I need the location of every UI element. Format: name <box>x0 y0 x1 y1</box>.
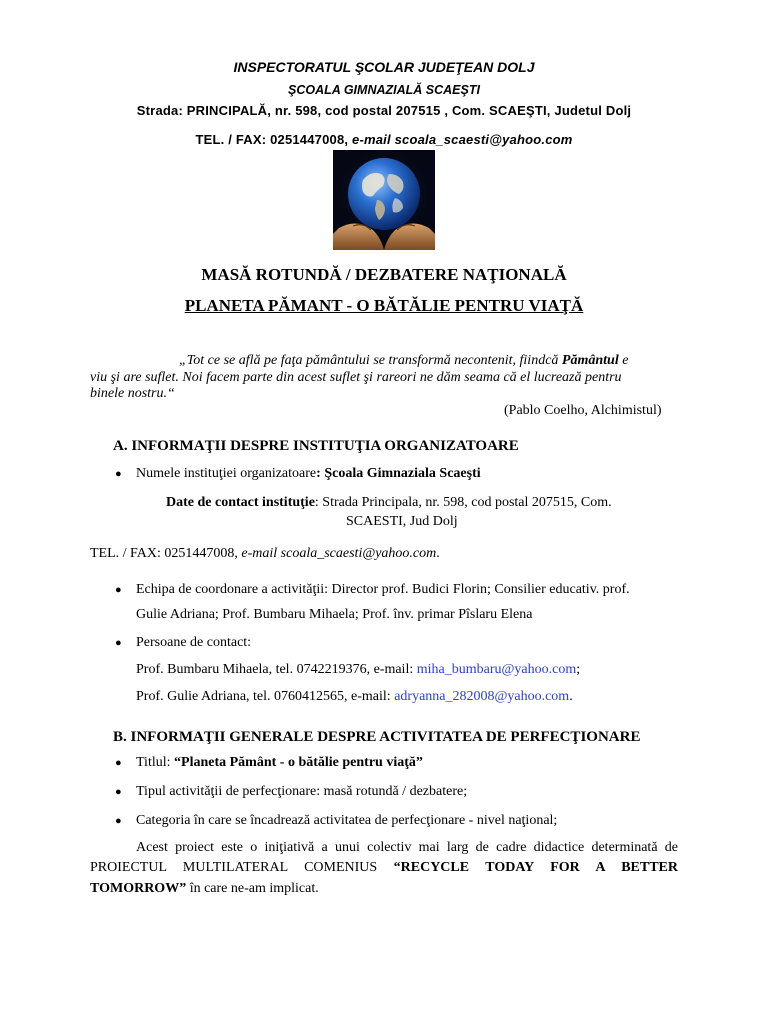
tel-fax: TEL. / FAX: 0251447008, <box>90 546 242 561</box>
globe-in-hands-icon <box>333 150 435 250</box>
institution-name: Şcoala Gimnaziala Scaeşti <box>320 466 481 481</box>
quote-text: „Tot ce se află pe faţa pământului se transformă necontenit, fiindcă <box>179 353 562 368</box>
contact-person-text: Prof. Bumbaru Mihaela, tel. 0742219376, e-mail: <box>136 662 417 677</box>
project-paragraph-line-1: Acest proiect este o iniţiativă a unui colectiv mai larg de cadre didactice determinată de <box>136 840 678 855</box>
school-address: Strada: PRINCIPALĂ, nr. 598, cod postal 207515 , Com. SCAEŞTI, Judetul Dolj <box>136 103 632 118</box>
contacts-label: Persoane de contact: <box>136 635 252 650</box>
activity-title-line <box>136 755 423 771</box>
section-a-heading: A. INFORMAŢII DESPRE INSTITUŢIA ORGANIZATOARE <box>113 438 519 454</box>
activity-type-line: Tipul activităţii de perfecţionare: masă rotundă / dezbatere; <box>136 784 468 799</box>
email-address: scoala_scaesti@yahoo.com <box>390 132 573 147</box>
contact-person-text: Prof. Gulie Adriana, tel. 0760412565, e-mail: <box>136 689 395 704</box>
project-paragraph-line-2 <box>90 860 678 876</box>
bullet-icon: ● <box>115 637 122 649</box>
quote-line-1 <box>179 353 628 369</box>
section-b-heading: B. INFORMAŢII GENERALE DESPRE ACTIVITATEA DE PERFECŢIONARE <box>113 729 641 745</box>
project-name-bold: “RECYCLE TODAY FOR A BETTER <box>393 860 678 875</box>
activity-title-label: Titlul: <box>136 755 175 770</box>
document-subtitle: PLANETA PĂMANT - O BĂTĂLIE PENTRU VIAŢĂ <box>184 296 584 315</box>
quote-author: (Pablo Coelho, Alchimistul) <box>504 403 662 418</box>
school-contact <box>0 132 768 147</box>
project-text: PROIECTUL MULTILATERAL COMENIUS <box>90 860 394 875</box>
institution-email: e-mail scoala_scaesti@yahoo.com <box>241 546 437 561</box>
project-name-bold: TOMORROW” <box>90 881 187 896</box>
project-text: în care ne-am implicat. <box>186 881 319 896</box>
period: . <box>436 546 440 561</box>
bullet-icon: ● <box>115 757 122 769</box>
contact-details-line-2: SCAESTI, Jud Dolj <box>346 514 458 529</box>
institution-label: Numele instituţiei organizatoare <box>136 466 317 481</box>
bullet-icon: ● <box>115 815 122 827</box>
quote-line-3: binele nostru.“ <box>90 386 175 401</box>
team-line-2: Gulie Adriana; Prof. Bumbaru Mihaela; Prof. înv. primar Pîslaru Elena <box>136 607 533 622</box>
school-name: ŞCOALA GIMNAZIALĂ SCAEŞTI <box>288 83 480 97</box>
institution-colon: : <box>316 466 321 481</box>
activity-category-line: Categoria în care se încadrează activitatea de perfecţionare - nivel naţional; <box>136 813 558 828</box>
email-label: e-mail <box>352 132 391 147</box>
bullet-icon: ● <box>115 786 122 798</box>
contact-email-link[interactable]: miha_bumbaru@yahoo.com <box>416 662 577 677</box>
quote-bold-word: Pământul <box>561 353 619 368</box>
contact-label: Date de contact instituţie <box>166 495 315 510</box>
document-title: MASĂ ROTUNDĂ / DEZBATERE NAŢIONALĂ <box>201 265 567 284</box>
bullet-icon: ● <box>115 468 122 480</box>
activity-title-value: “Planeta Pământ - o bătălie pentru viaţă” <box>174 755 423 770</box>
contact-details-line-1 <box>166 495 612 511</box>
team-line-1: Echipa de coordonare a activităţii: Director prof. Budici Florin; Consilier educativ. prof. <box>136 582 630 597</box>
project-paragraph-line-3 <box>90 881 319 897</box>
inspectorate-name: INSPECTORATUL ŞCOLAR JUDEŢEAN DOLJ <box>233 59 535 75</box>
institution-name-line <box>136 466 481 482</box>
contact-address: : Strada Principala, nr. 598, cod postal 207515, Com. <box>314 495 612 510</box>
contact-email-link[interactable]: adryanna_282008@yahoo.com <box>394 689 570 704</box>
period: . <box>569 689 573 704</box>
quote-line-2: viu şi are suflet. Noi facem parte din acest suflet şi rareori ne dăm seama că el lucrează pentru <box>90 370 622 385</box>
semicolon: ; <box>576 662 581 677</box>
tel-fax: TEL. / FAX: 0251447008, <box>195 132 353 147</box>
institution-tel-line <box>90 546 440 562</box>
bullet-icon: ● <box>115 584 122 596</box>
quote-text: e <box>618 353 629 368</box>
contact-person-2 <box>136 689 573 705</box>
contact-person-1 <box>136 662 580 678</box>
